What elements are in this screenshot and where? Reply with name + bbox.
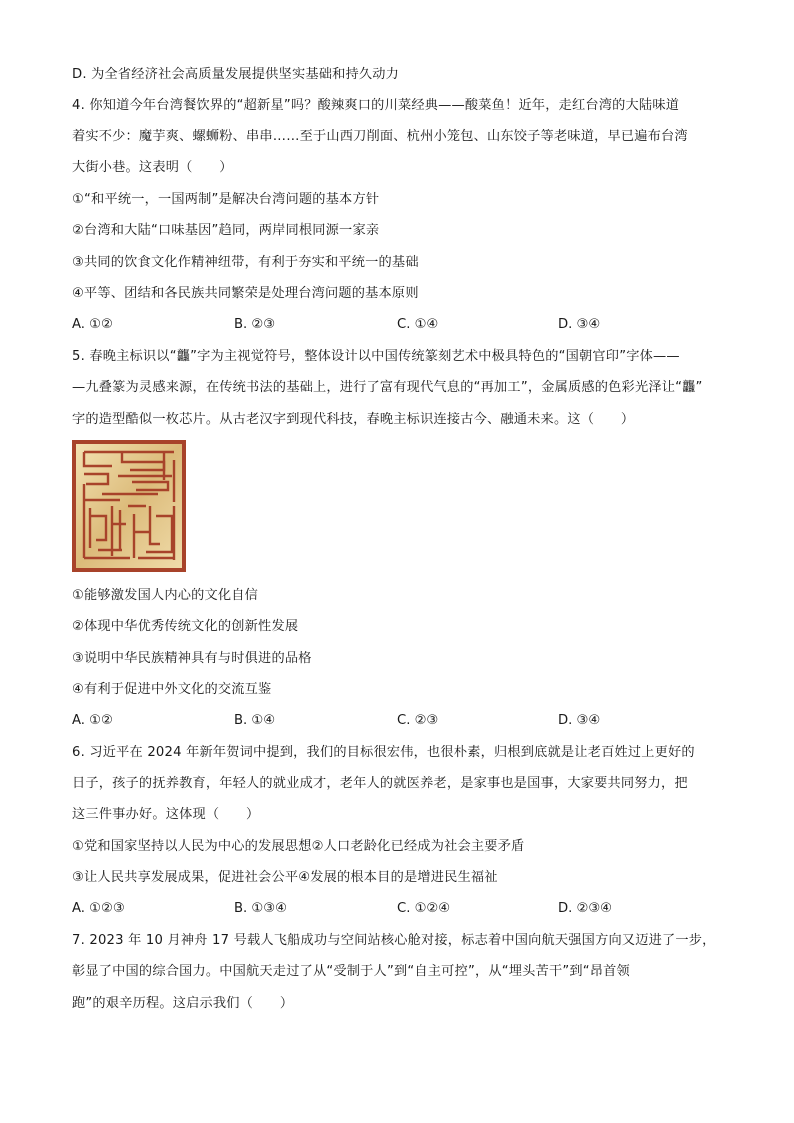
q6-stem-line-2: 日子，孩子的抚养教育，年轻人的就业成才，老年人的就医养老，是家事也是国事，大家要共同努力，把 (72, 776, 688, 791)
q4-option-a[interactable]: A. ①② (72, 317, 113, 332)
q4-stem-line-2: 着实不少：魔芋爽、螺蛳粉、串串……至于山西刀削面、杭州小笼包、山东饺子等老味道，早已遍布台湾 (72, 129, 688, 144)
q6-option-c[interactable]: C. ①②④ (397, 901, 451, 916)
q7-stem-line-2: 彰显了中国的综合国力。中国航天走过了从“受制于人”到“自主可控”，从“埋头苦干”到“昂首领 (72, 964, 630, 979)
q5-option-c[interactable]: C. ②③ (397, 713, 439, 728)
q4-stem-line-3: 大街小巷。这表明（ ） (72, 160, 233, 175)
q5-option-a[interactable]: A. ①② (72, 713, 113, 728)
q5-option-b[interactable]: B. ①④ (234, 713, 276, 728)
q6-statements-3-4: ③让人民共享发展成果，促进社会公平④发展的根本目的是增进民生福祉 (72, 870, 498, 885)
q6-options (72, 900, 732, 918)
q5-stem-line-2: —九叠篆为灵感来源，在传统书法的基础上，进行了富有现代气息的“再加工”，金属质感的色彩光泽让“龘” (72, 380, 703, 395)
q4-option-b[interactable]: B. ②③ (234, 317, 276, 332)
q5-stem-line-1: 5. 春晚主标识以“龘”字为主视觉符号，整体设计以中国传统篆刻艺术中极具特色的“国朝官印”字体—— (72, 349, 680, 364)
q4-options (72, 316, 732, 334)
q5-option-d[interactable]: D. ③④ (558, 713, 601, 728)
q5-options (72, 712, 732, 730)
q6-stem-line-1: 6. 习近平在 2024 年新年贺词中提到，我们的目标很宏伟，也很朴素，归根到底就是让老百姓过上更好的 (72, 745, 695, 760)
q5-statement-2: ②体现中华优秀传统文化的创新性发展 (72, 619, 299, 634)
spring-festival-logo-seal (72, 440, 186, 572)
q4-statement-2: ②台湾和大陆“口味基因”趋同，两岸同根同源一家亲 (72, 223, 380, 238)
q3-option-d: D. 为全省经济社会高质量发展提供坚实基础和持久动力 (72, 67, 400, 82)
q4-statement-4: ④平等、团结和各民族共同繁荣是处理台湾问题的基本原则 (72, 286, 419, 301)
q6-stem-line-3: 这三件事办好。这体现（ ） (72, 807, 260, 822)
q7-stem-line-1: 7. 2023 年 10 月神舟 17 号载人飞船成功与空间站核心舱对接，标志着中国向航天强国方向又迈进了一步， (72, 933, 716, 948)
q4-option-c[interactable]: C. ①④ (397, 317, 439, 332)
q5-statement-3: ③说明中华民族精神具有与时俱进的品格 (72, 651, 312, 666)
q4-stem-line-1: 4. 你知道今年台湾餐饮界的“超新星”吗？酸辣爽口的川菜经典——酸菜鱼！近年，走红台湾的大陆味道 (72, 98, 680, 113)
q4-statement-1: ①“和平统一，一国两制”是解决台湾问题的基本方针 (72, 192, 380, 207)
q4-option-d[interactable]: D. ③④ (558, 317, 601, 332)
q5-stem-line-3: 字的造型酷似一枚芯片。从古老汉字到现代科技，春晚主标识连接古今、融通未来。这（ ） (72, 412, 635, 427)
q6-option-d[interactable]: D. ②③④ (558, 901, 613, 916)
q5-statement-1: ①能够激发国人内心的文化自信 (72, 588, 259, 603)
q6-option-b[interactable]: B. ①③④ (234, 901, 287, 916)
q5-statement-4: ④有利于促进中外文化的交流互鉴 (72, 682, 272, 697)
q4-statement-3: ③共同的饮食文化作精神纽带，有利于夯实和平统一的基础 (72, 255, 419, 270)
q6-statements-1-2: ①党和国家坚持以人民为中心的发展思想②人口老龄化已经成为社会主要矛盾 (72, 839, 525, 854)
q7-stem-line-3: 跑”的艰辛历程。这启示我们（ ） (72, 996, 294, 1011)
q6-option-a[interactable]: A. ①②③ (72, 901, 125, 916)
